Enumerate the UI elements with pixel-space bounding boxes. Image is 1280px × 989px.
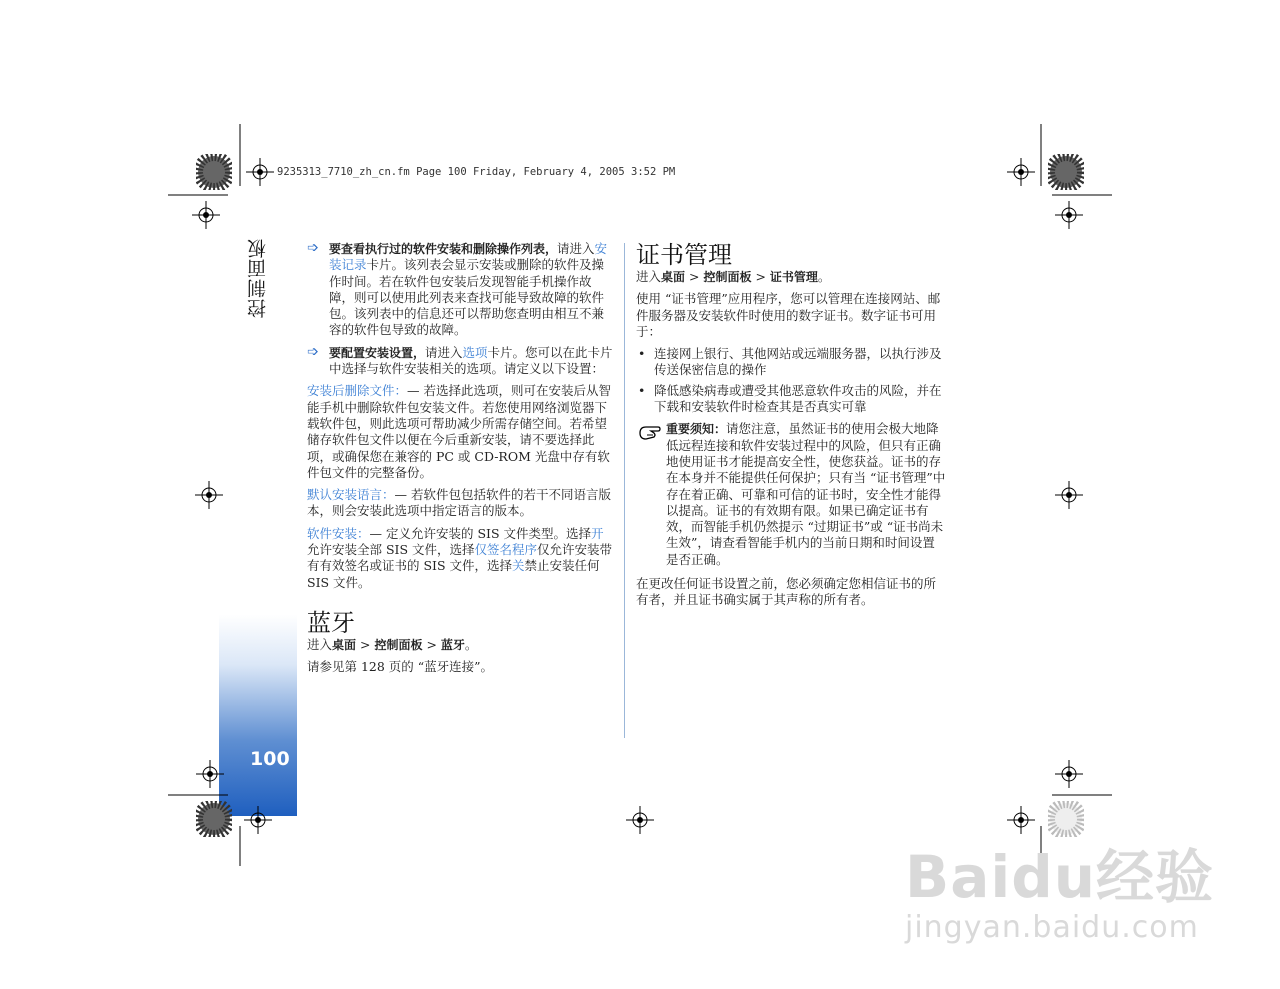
section-label: 控制面板: [247, 238, 269, 318]
registration-target-icon: [244, 806, 272, 834]
tip-text: 卡片。该列表会显示安装或删除的软件及操作时间。若在软件包安装后发现智能手机操作故障，则可以使用此列表来查找可能导致故障的软件包。该列表中的信息还可以帮助您查明由相互不兼容的软件包导致的故障。: [329, 257, 605, 338]
path-text: 进入: [307, 636, 333, 652]
bluetooth-reference: 请参见第 128 页的 “蓝牙连接”。: [307, 659, 494, 675]
option-name: 软件安装：: [307, 525, 370, 541]
tip-install-settings: [307, 345, 615, 378]
path-item: 控制面板: [374, 637, 423, 652]
option-text: — 若选择此选项，则可在安装后从智能手机中删除软件包安装文件。若您使用网络浏览器下载软件包，则此选项可帮助减少所需存储空间。若希望储存软件包文件以便在今后重新安装，请不要选择此项，或确保您在兼容的 PC 或 CD-ROM 光盘中存有软件包文件的完整备份。: [307, 383, 611, 480]
color-wheel-icon: [196, 801, 232, 837]
tip-arrow-icon: ➩: [307, 240, 319, 256]
tip-text: 卡片。您可以在此卡片中选择与软件安装相关的选项。请定义以下设置：: [329, 344, 613, 377]
registration-target-icon: [195, 481, 223, 509]
path-text: 。: [817, 269, 831, 284]
list-item: • 降低感染病毒或遭受其他恶意软件攻击的风险，并在下载和安装软件时检查其是否真实可靠: [636, 383, 946, 416]
tip-install-log: [307, 241, 615, 339]
certificate-path: [636, 269, 946, 285]
registration-target-icon: [246, 158, 274, 186]
path-item: 桌面: [661, 270, 686, 284]
registration-target-icon: [192, 201, 220, 229]
option-name: 安装后删除文件：: [307, 383, 408, 399]
watermark-url: jingyan.baidu.com: [905, 910, 1199, 945]
left-column: [307, 241, 615, 682]
bluetooth-heading: 蓝牙: [307, 608, 355, 637]
page-number: 100: [250, 748, 290, 770]
option-value: 开: [591, 525, 604, 541]
watermark-logo: Baidu经验: [905, 843, 1215, 911]
registration-target-icon: [1007, 158, 1035, 186]
option-text: 禁止安装任何 SIS 文件。: [307, 558, 600, 590]
note-text: 请您注意，虽然证书的使用会极大地降低远程连接和软件安装过程中的风险，但只有正确地使用证书才能提高安全性，使您获益。证书的存在本身并不能提供任何保护；只有当 “证书管理”中存在着正确、可靠和可信的证书时，安全性才能得以提高。证书的有效期有限。如果已确定证书有效，而智能手机仍然提示 “过期证书”或 “证书尚未生效”，请查看智能手机内的当前日期和时间设置是否正确。: [666, 421, 946, 567]
path-item: 桌面: [332, 637, 357, 652]
options-link: 选项: [462, 344, 488, 360]
certificate-intro: 使用 “证书管理”应用程序，您可以管理在连接网站、邮件服务器及安装软件时使用的数字证书。数字证书可用于：: [636, 291, 941, 339]
right-column: [636, 241, 946, 615]
registration-target-icon: [196, 760, 224, 788]
option-value: 关: [512, 558, 525, 574]
path-item: 证书管理: [769, 270, 818, 284]
tip-text: 请进入: [557, 241, 595, 256]
bluetooth-path: [307, 637, 615, 653]
baidu-watermark: [905, 830, 1214, 945]
path-item: 蓝牙: [440, 637, 465, 652]
tip-text: 请进入: [425, 344, 463, 360]
option-text: 允许安装全部 SIS 文件，选择: [307, 542, 475, 558]
tip-lead: 要配置安装设置，: [329, 345, 426, 360]
registration-target-icon: [1055, 201, 1083, 229]
color-wheel-icon: [1048, 154, 1084, 190]
option-software-install: [307, 526, 615, 591]
hand-pointer-icon: [638, 423, 662, 443]
file-header: 9235313_7710_zh_cn.fm Page 100 Friday, February 4, 2005 3:52 PM: [277, 166, 676, 178]
option-default-language: [307, 487, 615, 520]
list-item: • 连接网上银行、其他网站或远端服务器，以执行涉及传送保密信息的操作: [636, 346, 946, 379]
path-item: 控制面板: [703, 270, 752, 284]
registration-target-icon: [1055, 481, 1083, 509]
option-text: — 定义允许安装的 SIS 文件类型。选择: [369, 525, 592, 541]
note-lead: 重要须知：: [666, 422, 727, 437]
tip-lead: 要查看执行过的软件安装和删除操作列表，: [329, 242, 558, 256]
option-text: 仅允许安装带有有效签名或证书的 SIS 文件，选择: [307, 542, 613, 574]
path-separator: >: [751, 269, 770, 284]
color-wheel-icon: [196, 154, 232, 190]
path-separator: >: [356, 636, 375, 652]
important-note: [636, 421, 946, 568]
option-delete-after-install: [307, 383, 615, 481]
registration-target-icon: [626, 806, 654, 834]
option-value: 仅签名程序: [474, 542, 538, 558]
option-text: — 若软件包包括软件的若干不同语言版本，则会安装此选项中指定语言的版本。: [307, 487, 611, 519]
tip-arrow-icon: ➩: [307, 343, 319, 360]
path-separator: >: [422, 636, 441, 652]
certificate-closing: 在更改任何证书设置之前，您必须确定您相信证书的所有者，并且证书确实属于其声称的所有者。: [636, 576, 937, 608]
option-name: 默认安装语言：: [307, 487, 395, 503]
registration-target-icon: [1055, 760, 1083, 788]
path-text: 。: [464, 636, 478, 652]
certificate-heading: 证书管理: [636, 241, 732, 269]
install-log-link: 安装记录: [329, 241, 608, 273]
path-separator: >: [685, 269, 704, 284]
column-divider: [624, 243, 625, 738]
path-text: 进入: [636, 269, 662, 284]
